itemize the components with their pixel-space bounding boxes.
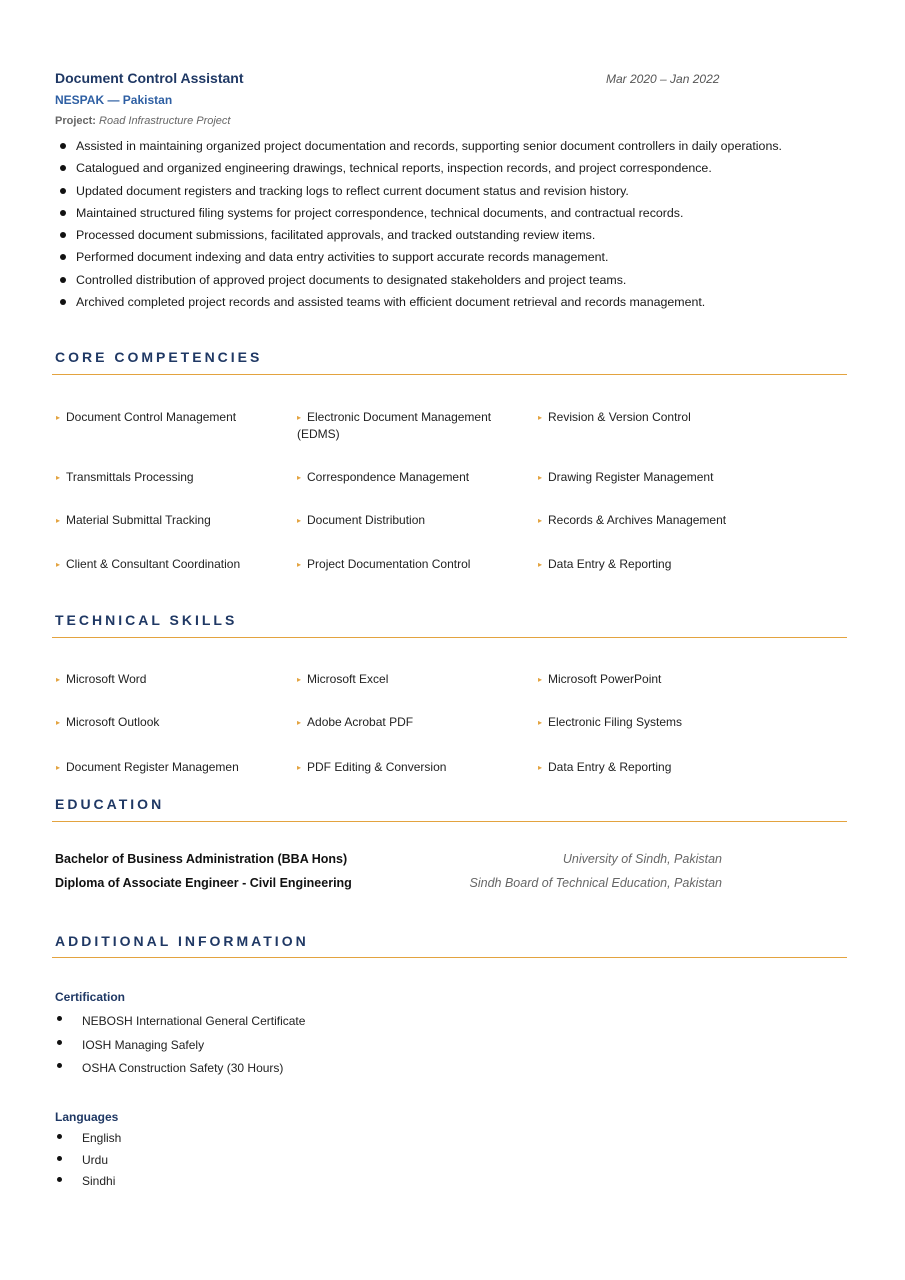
section-title-additional-information: ADDITIONAL INFORMATION <box>55 933 309 949</box>
competency-label: Revision & Version Control <box>548 410 691 424</box>
education-degree: Diploma of Associate Engineer - Civil Engineering <box>55 876 352 890</box>
section-divider <box>52 957 847 958</box>
competency-item <box>56 556 281 573</box>
competency-label: Records & Archives Management <box>548 513 727 527</box>
list-item: Controlled distribution of approved project documents to designated stakeholders and project teams. <box>60 269 860 291</box>
job-dates: Mar 2020 – Jan 2022 <box>606 72 720 86</box>
list-item: Updated document registers and tracking logs to reflect current document status and revision history. <box>60 180 860 202</box>
competency-label: Project Documentation Control <box>307 557 471 571</box>
section-divider <box>52 374 847 375</box>
skill-label: PDF Editing & Conversion <box>307 760 447 774</box>
triangle-bullet-icon: ▸ <box>538 560 543 569</box>
skill-label: Data Entry & Reporting <box>548 760 672 774</box>
languages-heading: Languages <box>55 1110 119 1124</box>
competency-label: Drawing Register Management <box>548 470 714 484</box>
list-item: English <box>55 1128 121 1150</box>
list-item: Assisted in maintaining organized project documentation and records, supporting senior document controllers in daily operations. <box>60 135 860 157</box>
competency-item <box>538 409 763 426</box>
languages-list <box>55 1128 121 1193</box>
competency-label: Client & Consultant Coordination <box>66 557 241 571</box>
skill-item <box>297 759 522 776</box>
triangle-bullet-icon: ▸ <box>538 473 543 482</box>
skill-label: Electronic Filing Systems <box>548 715 683 729</box>
triangle-bullet-icon: ▸ <box>297 473 302 482</box>
skill-item <box>538 714 763 731</box>
triangle-bullet-icon: ▸ <box>297 560 302 569</box>
skill-item <box>297 714 522 731</box>
skill-item <box>297 671 522 688</box>
skill-label: Adobe Acrobat PDF <box>307 715 414 729</box>
list-item: Archived completed project records and assisted teams with efficient document retrieval and records management. <box>60 291 860 313</box>
competency-item <box>56 409 281 426</box>
skill-item <box>56 671 281 688</box>
triangle-bullet-icon: ▸ <box>538 675 543 684</box>
list-item: NEBOSH International General Certificate <box>55 1010 305 1034</box>
certification-heading: Certification <box>55 990 126 1004</box>
list-item: Sindhi <box>55 1171 121 1193</box>
triangle-bullet-icon: ▸ <box>538 763 543 772</box>
triangle-bullet-icon: ▸ <box>297 675 302 684</box>
competency-label: Material Submittal Tracking <box>66 513 211 527</box>
list-item: Urdu <box>55 1150 121 1172</box>
triangle-bullet-icon: ▸ <box>56 473 61 482</box>
triangle-bullet-icon: ▸ <box>56 675 61 684</box>
competency-label: Correspondence Management <box>307 470 470 484</box>
triangle-bullet-icon: ▸ <box>56 413 61 422</box>
triangle-bullet-icon: ▸ <box>538 516 543 525</box>
competency-item <box>538 512 763 529</box>
job-title: Document Control Assistant <box>55 70 244 86</box>
list-item: Catalogued and organized engineering drawings, technical reports, inspection records, and project correspondence. <box>60 157 860 179</box>
section-divider <box>52 821 847 822</box>
skill-label: Microsoft PowerPoint <box>548 672 662 686</box>
competency-label: Transmittals Processing <box>66 470 194 484</box>
competency-label: Electronic Document Management (EDMS) <box>297 410 492 441</box>
skill-label: Microsoft Excel <box>307 672 389 686</box>
section-title-technical-skills: TECHNICAL SKILLS <box>55 612 238 628</box>
employer: NESPAK — Pakistan <box>55 93 173 107</box>
skill-label: Microsoft Word <box>66 672 147 686</box>
competency-item <box>297 409 522 443</box>
competency-item <box>56 469 281 486</box>
competency-item <box>297 469 522 486</box>
project-name: Road Infrastructure Project <box>99 115 231 127</box>
competency-item <box>538 556 763 573</box>
project-label: Project: <box>55 115 96 127</box>
skill-item <box>56 759 281 776</box>
triangle-bullet-icon: ▸ <box>538 718 543 727</box>
skill-item <box>56 714 281 731</box>
list-item: IOSH Managing Safely <box>55 1034 305 1058</box>
list-item: Processed document submissions, facilitated approvals, and tracked outstanding review items. <box>60 224 860 246</box>
triangle-bullet-icon: ▸ <box>297 763 302 772</box>
section-title-education: EDUCATION <box>55 796 165 812</box>
competency-label: Document Distribution <box>307 513 426 527</box>
skill-item <box>538 759 763 776</box>
triangle-bullet-icon: ▸ <box>297 718 302 727</box>
triangle-bullet-icon: ▸ <box>56 560 61 569</box>
skill-label: Document Register Managemen <box>66 760 239 774</box>
education-institution: University of Sindh, Pakistan <box>562 852 722 866</box>
competency-label: Data Entry & Reporting <box>548 557 672 571</box>
competency-label: Document Control Management <box>66 410 237 424</box>
experience-bullets <box>60 135 860 313</box>
competency-item <box>538 469 763 486</box>
triangle-bullet-icon: ▸ <box>56 763 61 772</box>
triangle-bullet-icon: ▸ <box>297 516 302 525</box>
triangle-bullet-icon: ▸ <box>56 718 61 727</box>
skill-label: Microsoft Outlook <box>66 715 160 729</box>
skill-item <box>538 671 763 688</box>
section-divider <box>52 637 847 638</box>
section-title-core-competencies: CORE COMPETENCIES <box>55 349 263 365</box>
project-line <box>55 115 230 127</box>
competency-item <box>297 512 522 529</box>
triangle-bullet-icon: ▸ <box>538 413 543 422</box>
list-item: Performed document indexing and data entry activities to support accurate records management. <box>60 246 860 268</box>
education-degree: Bachelor of Business Administration (BBA Hons) <box>55 852 348 866</box>
education-institution: Sindh Board of Technical Education, Pakistan <box>469 876 722 890</box>
list-item: Maintained structured filing systems for project correspondence, technical documents, and contractual records. <box>60 202 860 224</box>
competency-item <box>297 556 522 573</box>
triangle-bullet-icon: ▸ <box>297 413 302 422</box>
certification-list <box>55 1010 305 1081</box>
triangle-bullet-icon: ▸ <box>56 516 61 525</box>
competency-item <box>56 512 281 529</box>
list-item: OSHA Construction Safety (30 Hours) <box>55 1057 305 1081</box>
